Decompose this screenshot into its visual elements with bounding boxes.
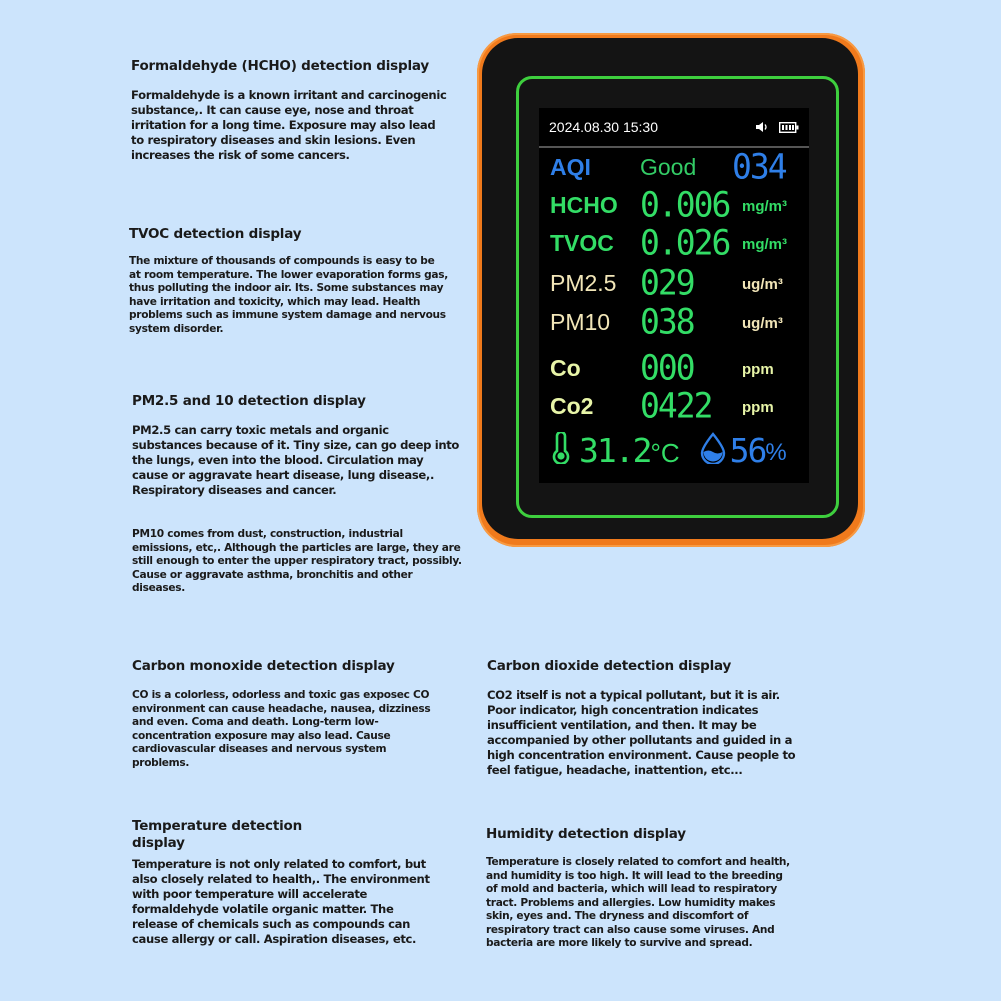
section-heading: Carbon monoxide detection display	[132, 658, 395, 674]
section-heading: Humidity detection display	[486, 826, 686, 842]
reading-tvoc	[539, 222, 809, 263]
reading-label: HCHO	[550, 192, 618, 218]
section-tvoc	[129, 226, 449, 336]
reading-value: 038	[640, 301, 694, 342]
lcd-screen	[539, 108, 809, 483]
reading-value: 0.026	[640, 222, 730, 263]
reading-value: 000	[640, 347, 694, 388]
section-heading: Temperature detection display	[132, 818, 303, 851]
reading-label: Co2	[550, 393, 594, 419]
reading-label: Co	[550, 355, 581, 381]
datetime: 2024.08.30 15:30	[549, 119, 658, 135]
temperature-unit: °C	[650, 437, 680, 468]
section-heading: Formaldehyde (HCHO) detection display	[131, 58, 429, 74]
reading-unit: ug/m³	[742, 276, 783, 293]
reading-unit: mg/m³	[742, 236, 787, 253]
section-humidity	[486, 826, 796, 951]
reading-value: 0.006	[640, 184, 730, 225]
temperature-value: 31.2	[579, 430, 651, 470]
device-face	[482, 38, 858, 539]
section-heading: Carbon dioxide detection display	[487, 658, 732, 674]
reading-unit: ug/m³	[742, 315, 783, 332]
section-co	[132, 658, 432, 770]
aqi-row	[539, 146, 809, 187]
aqi-status: Good	[640, 154, 697, 180]
section-text: Temperature is not only related to comfort, but also closely related to health,. The environment with poor temperature will accelerate formaldehyde volatile organic matter. The release of chemicals such as compounds can cause allergy or call. Aspiration diseases, etc.	[132, 857, 430, 946]
section-text: CO2 itself is not a typical pollutant, but it is air. Poor indicator, high concentration indicates insufficient ventilation, and then. It may be accompanied by other pollutants and guided in a high concentration environment. Cause people to feel fatigue, headache, inattention, etc...	[487, 688, 796, 777]
humidity-drop-icon	[700, 432, 726, 468]
humidity-unit: %	[765, 439, 787, 466]
section-heading: PM2.5 and 10 detection display	[132, 393, 366, 409]
reading-label: TVOC	[550, 230, 614, 256]
section-heading: TVOC detection display	[129, 226, 302, 242]
reading-value: 029	[640, 262, 694, 303]
reading-hcho	[539, 184, 809, 225]
reading-unit: ppm	[742, 361, 774, 378]
section-text: Formaldehyde is a known irritant and carcinogenic substance,. It can cause eye, nose and throat irritation for a long time. Exposure may also lead to respiratory diseases and skin lesions. Even increases the risk of some cancers.	[131, 88, 447, 162]
reading-value: 0422	[640, 385, 712, 426]
section-hcho	[131, 58, 451, 163]
reading-unit: ppm	[742, 399, 774, 416]
aqi-value: 034	[732, 146, 786, 187]
reading-pm25	[539, 262, 809, 303]
section-temperature	[132, 818, 442, 947]
section-text: The mixture of thousands of compounds is easy to be at room temperature. The lower evaporation forms gas, thus polluting the indoor air. Its. Some substances may have irritation and toxicity, which may lead. Health problems such as immune system damage and nervous system disorder.	[129, 255, 448, 335]
reading-unit: mg/m³	[742, 198, 787, 215]
section-text-pm10: PM10 comes from dust, construction, industrial emissions, etc,. Although the particles are large, they are still enough to enter the upper respiratory tract, possibly. Cause or aggravate asthma, bronchitis and other diseases.	[132, 528, 462, 594]
air-quality-monitor-device	[477, 33, 865, 547]
battery-icon	[779, 118, 799, 137]
thermometer-icon	[551, 432, 571, 468]
reading-pm10	[539, 301, 809, 342]
reading-label: PM10	[550, 309, 611, 335]
aqi-label: AQI	[550, 154, 591, 180]
section-text: PM2.5 can carry toxic metals and organic substances because of it. Tiny size, can go deep into the lungs, even into the blood. Circulation may cause or aggravate heart disease, lung disease,. Respiratory diseases and cancer.	[132, 423, 460, 497]
humidity-value: 56	[729, 430, 766, 470]
reading-label: PM2.5	[550, 270, 617, 296]
section-text: Temperature is closely related to comfort and health, and humidity is too high. It will lead to the breeding of mold and bacteria, which will lead to respiratory tract. Problems and allergies. Low humidity makes skin, eyes and. The dryness and discomfort of respiratory tract can also cause some viruses. And bacteria are more likely to survive and spread.	[486, 856, 790, 949]
section-co2	[487, 658, 797, 778]
section-text: CO is a colorless, odorless and toxic gas exposec CO environment can cause headache, nausea, dizziness and even. Coma and death. Long-term low-concentration exposure may also lead. Cause cardiovascular diseases and nervous system problems.	[132, 689, 431, 769]
climate-row	[539, 428, 809, 472]
status-bar	[539, 108, 809, 148]
speaker-icon	[755, 118, 769, 137]
reading-co	[539, 347, 809, 388]
reading-co2	[539, 385, 809, 426]
section-pm	[132, 393, 462, 596]
